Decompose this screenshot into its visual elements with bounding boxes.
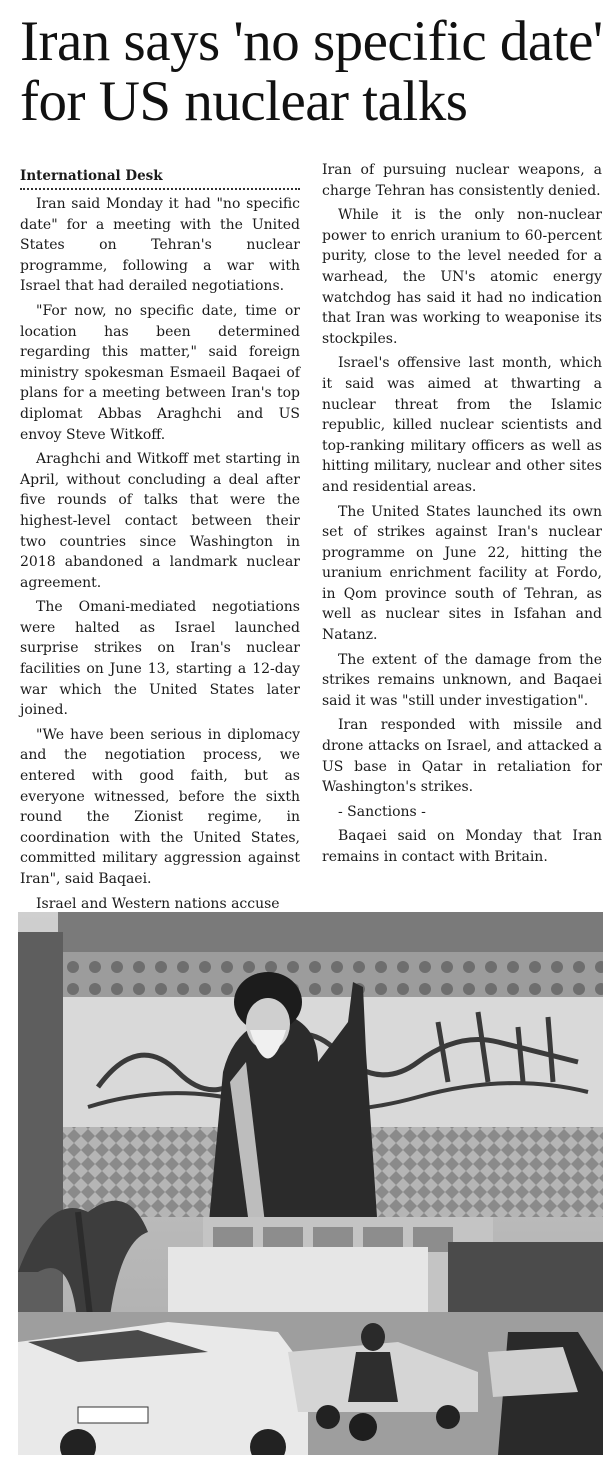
- photo-street-mural-icon: [18, 912, 603, 1455]
- paragraph: The United States launched its own set of strikes against Iran's nuclear programme on June 22, hitting the uranium enrichment facility at Fordo, in Qom province south of Tehran, as well as nuclear sites in Isfahan and Natanz.: [322, 503, 602, 644]
- paragraph: Araghchi and Witkoff met starting in April, without concluding a deal after five rounds of talks that were the highest-level contact between their two countries since Washington in 2018 abandoned a landmark nuclear agreement.: [20, 451, 300, 591]
- column-right: [322, 160, 602, 872]
- headline: Iran says 'no specific date' for US nuclear talks: [20, 10, 603, 133]
- paragraph: Israel's offensive last month, which it said was aimed at thwarting a nuclear threat from the Islamic republic, killed nuclear scientists and top-ranking military officers as well as hitting military, nuclear and other sites and residential areas.: [322, 355, 602, 495]
- subheading: - Sanctions -: [338, 803, 426, 820]
- column-left: [20, 168, 300, 918]
- paragraph: Iran responded with missile and drone attacks on Israel, and attacked a US base in Qatar in retaliation for Washington's strikes.: [322, 717, 602, 796]
- paragraph: "For now, no specific date, time or location has been determined regarding this matter," said foreign ministry spokesman Esmaeil Baqaei of plans for a meeting between Iran's top diplomat Abbas Araghchi and US envoy Steve Witkoff.: [20, 302, 300, 443]
- street-mural-photo: [18, 912, 603, 1455]
- paragraph: Iran of pursuing nuclear weapons, a charge Tehran has consistently denied.: [322, 162, 602, 199]
- paragraph: Israel and Western nations accuse: [36, 895, 280, 912]
- paragraph: Iran said Monday it had "no specific date" for a meeting with the United States on Tehran's nuclear programme, following a war with Israel that had derailed negotiations.: [20, 196, 300, 295]
- article-body: [20, 160, 603, 912]
- paragraph: The Omani-mediated negotiations were halted as Israel launched surprise strikes on Iran's nuclear facilities on June 13, starting a 12-day war which the United States later joined.: [20, 599, 300, 719]
- paragraph: Baqaei said on Monday that Iran remains in contact with Britain.: [322, 828, 602, 865]
- paragraph: The extent of the damage from the strikes remains unknown, and Baqaei said it was "still under investigation".: [322, 651, 602, 709]
- byline: International Desk: [20, 168, 300, 190]
- paragraph: "We have been serious in diplomacy and the negotiation process, we entered with good faith, but as everyone witnessed, before the sixth round the Zionist regime, in coordination with the United States, committed military aggression against Iran", said Baqaei.: [20, 726, 300, 887]
- paragraph: While it is the only non-nuclear power to enrich uranium to 60-percent purity, close to the level needed for a warhead, the UN's atomic energy watchdog has said it had no indication that Iran was working to weaponise its stockpiles.: [322, 207, 602, 347]
